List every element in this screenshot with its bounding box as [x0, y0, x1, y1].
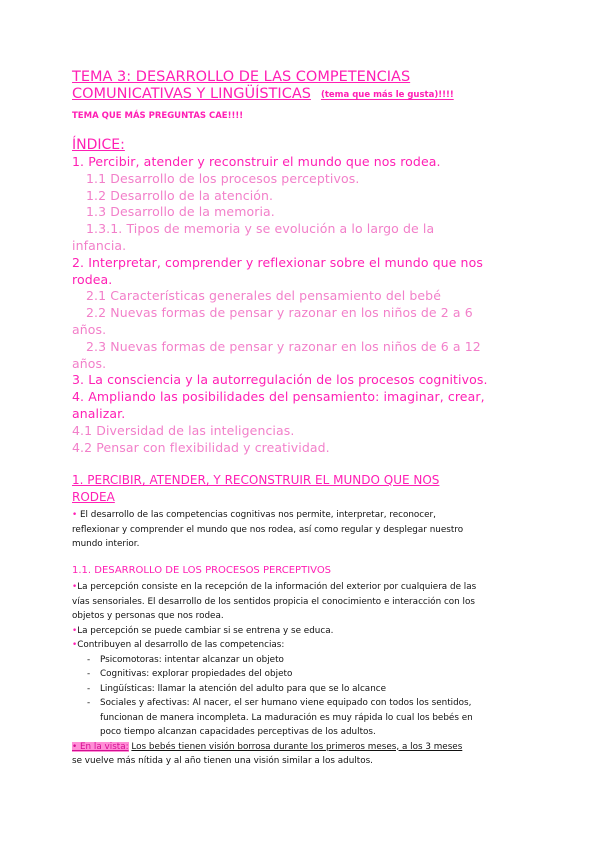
list-item: [72, 653, 530, 668]
vista-line-cont: se vuelve más nítida y al año tienen una visión similar a los adultos.: [72, 756, 373, 766]
index-item-1-3-1-cont: infancia.: [72, 237, 127, 253]
bullet-text: La percepción se puede cambiar si se entrena y se educa.: [77, 625, 334, 636]
vista-line: [72, 740, 530, 755]
dash-marker: -: [87, 669, 91, 679]
bullet-line: [72, 580, 530, 595]
paragraph-line: mundo interior.: [72, 539, 140, 549]
section-1-1-heading: 1.1. DESARROLLO DE LOS PROCESOS PERCEPTIVOS: [72, 565, 332, 576]
index-item-2-3-cont: años.: [72, 355, 107, 371]
list-item-text-cont: funcionan de manera incompleta. La maduración es muy rápida lo cual los bebés en: [100, 712, 473, 723]
bullet-line: [72, 638, 530, 653]
bullet-text: La percepción consiste en la recepción de la información del exterior por cualquiera de las: [77, 582, 477, 592]
index-item-2-2: 2.2 Nuevas formas de pensar y razonar en los niños de 2 a 6: [86, 305, 473, 321]
index-item-4-1: 4.1 Diversidad de las inteligencias.: [72, 422, 295, 438]
section-1-heading: [72, 472, 532, 506]
index-item-4: 4. Ampliando las posibilidades del pensamiento: imaginar, crear,: [72, 389, 485, 405]
title-line-1: TEMA 3: DESARROLLO DE LAS COMPETENCIAS: [72, 69, 411, 85]
index-item-1-3-1: 1.3.1. Tipos de memoria y se evolución a lo largo de la: [86, 221, 435, 237]
bullet-line: [72, 624, 530, 639]
index-item-2-2-cont: años.: [72, 321, 107, 337]
list-item: [72, 696, 530, 740]
index-item-1-1: 1.1 Desarrollo de los procesos perceptivos.: [86, 170, 360, 186]
index-item-2-1: 2.1 Características generales del pensamiento del bebé: [86, 288, 442, 304]
index-item-3: 3. La consciencia y la autorregulación de los procesos cognitivos.: [72, 372, 488, 388]
list-item: [72, 667, 530, 682]
bullet-icon: •: [72, 625, 78, 636]
list-item: [72, 682, 530, 697]
bullet-icon: •: [72, 640, 78, 650]
index-item-1-3: 1.3 Desarrollo de la memoria.: [86, 204, 275, 220]
bullet-line-cont: objetos y personas que nos rodea.: [72, 611, 224, 621]
index-heading: ÍNDICE:: [72, 137, 125, 153]
dash-marker: -: [87, 654, 91, 665]
list-item-text-cont: poco tiempo alcanzan capacidades perceptivas de los adultos.: [100, 727, 376, 737]
index-item-4-2: 4.2 Pensar con flexibilidad y creatividad.: [72, 439, 330, 455]
dash-marker: -: [87, 698, 91, 708]
highlighted-label: • En la vista:: [72, 741, 129, 752]
list-item-text: Cognitivas: explorar propiedades del objeto: [100, 669, 293, 679]
paragraph-line: [72, 508, 530, 523]
section-1-paragraph: [72, 508, 530, 552]
competencies-list: [72, 653, 530, 740]
dash-marker: -: [87, 683, 91, 694]
index-item-2-3: 2.3 Nuevas formas de pensar y razonar en los niños de 6 a 12: [86, 338, 481, 354]
title-note: (tema que más le gusta)!!!!: [320, 90, 454, 100]
section-1-heading-line-1: 1. PERCIBIR, ATENDER, Y RECONSTRUIR EL MUNDO QUE NOS: [72, 473, 440, 487]
list-item-text: Sociales y afectivas: Al nacer, el ser humano viene equipado con todos los sentidos,: [100, 698, 472, 708]
vista-text: Los bebés tienen visión borrosa durante los primeros meses, a los 3 meses: [131, 741, 463, 752]
bullet-icon: •: [72, 510, 78, 520]
paragraph-text: El desarrollo de las competencias cognitivas nos permite, interpretar, reconocer,: [80, 510, 436, 520]
section-1-heading-line-2: RODEA: [72, 490, 115, 504]
title-subnote: TEMA QUE MÁS PREGUNTAS CAE!!!!: [72, 111, 244, 121]
table-of-contents: [72, 137, 532, 456]
title-line-2-text: COMUNICATIVAS Y LINGÜÍSTICAS: [72, 86, 311, 102]
list-item-text: Lingüísticas: llamar la atención del adulto para que se lo alcance: [100, 683, 387, 694]
document-title: [72, 69, 542, 104]
bullet-icon: •: [72, 582, 78, 592]
index-item-1: 1. Percibir, atender y reconstruir el mundo que nos rodea.: [72, 154, 441, 169]
section-1-1-body: [72, 580, 530, 769]
paragraph-line: reflexionar y comprender el mundo que nos rodea, así como regular y desplegar nuestro: [72, 524, 464, 535]
index-item-2: 2. Interpretar, comprender y reflexionar sobre el mundo que nos: [72, 254, 483, 270]
list-item-text: Psicomotoras: intentar alcanzar un objeto: [100, 654, 284, 665]
bullet-text: Contribuyen al desarrollo de las competencias:: [77, 640, 285, 650]
index-item-2-cont: rodea.: [72, 271, 113, 287]
title-line-2: [72, 86, 542, 104]
bullet-line-cont: vías sensoriales. El desarrollo de los sentidos propicia el conocimiento e interacción con los: [72, 596, 475, 607]
index-item-4-cont: analizar.: [72, 405, 126, 421]
index-item-1-2: 1.2 Desarrollo de la atención.: [86, 187, 274, 203]
